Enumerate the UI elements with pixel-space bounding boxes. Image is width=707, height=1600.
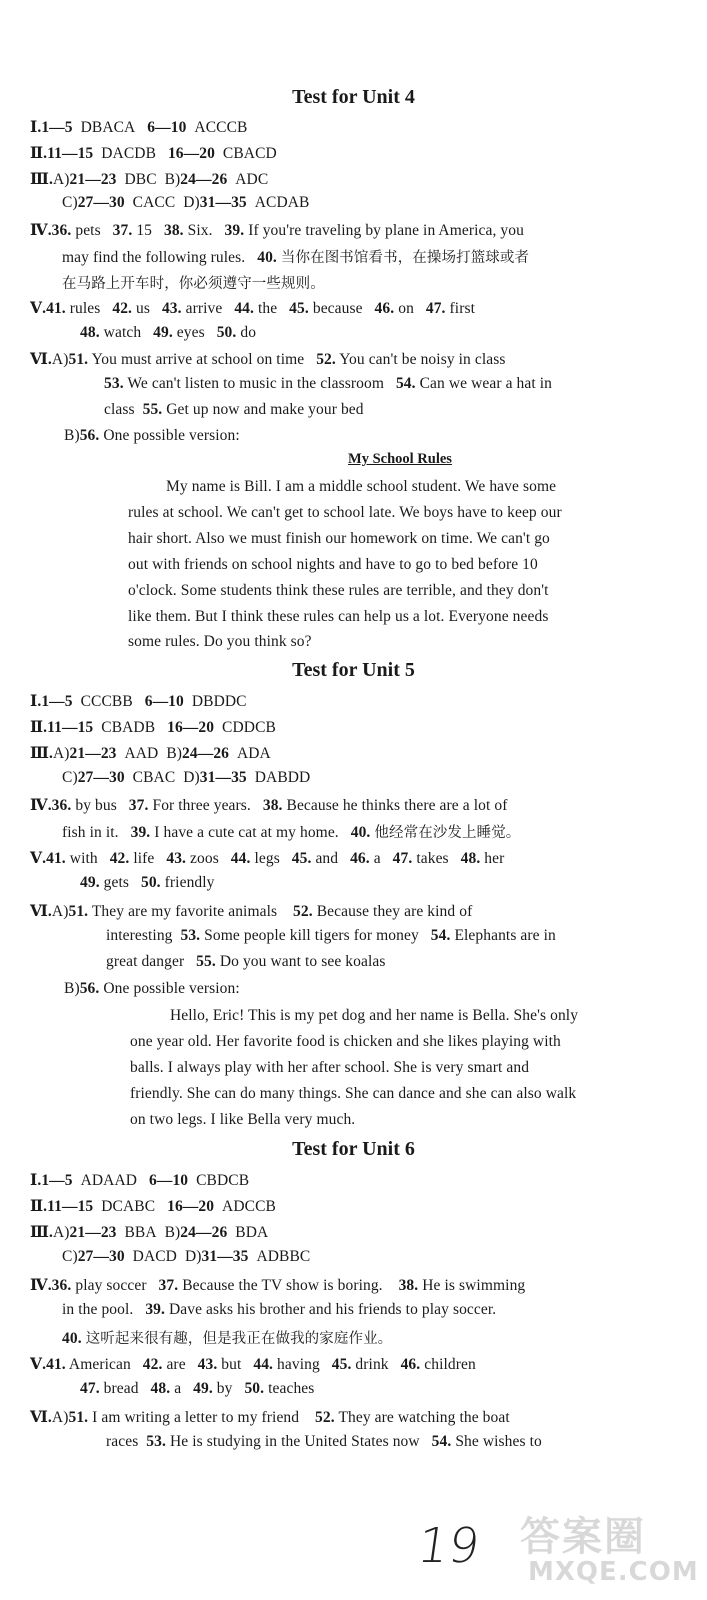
unit6-section-6-line2: races 53. He is studying in the United States now 54. She wishes to	[106, 1433, 542, 1450]
unit4-essay-line: rules at school. We can't get to school late. We boys have to keep our	[128, 504, 562, 521]
unit6-section-4-line3: 40. 这听起来很有趣，但是我正在做我的家庭作业。	[62, 1330, 393, 1347]
unit6-section-6-line1: Ⅵ.A)51. I am writing a letter to my friend 52. They are watching the boat	[30, 1409, 510, 1426]
unit5-essay-line: on two legs. I like Bella very much.	[130, 1111, 356, 1128]
unit6-section-5-line2: 47. bread 48. a 49. by 50. teaches	[80, 1380, 315, 1397]
unit4-section-5-line2: 48. watch 49. eyes 50. do	[80, 324, 257, 341]
unit4-essay-line: o'clock. Some students think these rules are terrible, and they don't	[128, 582, 549, 599]
unit4-section-6-line3: class 55. Get up now and make your bed	[104, 401, 364, 418]
unit5-essay-line: one year old. Her favorite food is chicken and she likes playing with	[130, 1033, 561, 1050]
unit4-section-4-line2: may find the following rules. 40. 当你在图书馆看书，在操场打篮球或者	[62, 249, 530, 266]
unit5-section-3b: C)27—30 CBAC D)31—35 DABDD	[62, 769, 311, 786]
unit5-section-2: Ⅱ.11—15 CBADB 16—20 CDDCB	[30, 719, 276, 736]
unit6-section-2: Ⅱ.11—15 DCABC 16—20 ADCCB	[30, 1198, 276, 1215]
unit4-section-6-line1: Ⅵ.A)51. You must arrive at school on time 52. You can't be noisy in class	[30, 351, 506, 368]
unit4-section-6b: B)56. One possible version:	[64, 427, 240, 444]
unit5-title: Test for Unit 5	[292, 659, 415, 681]
unit4-section-5-line1: Ⅴ.41. rules 42. us 43. arrive 44. the 45. because 46. on 47. first	[30, 300, 475, 317]
unit4-section-3b: C)27—30 CACC D)31—35 ACDAB	[62, 194, 310, 211]
watermark-text: 答案圈	[520, 1514, 646, 1560]
unit6-title: Test for Unit 6	[292, 1138, 415, 1160]
unit5-section-6-line1: Ⅵ.A)51. They are my favorite animals 52. Because they are kind of	[30, 903, 473, 920]
unit4-essay-title: My School Rules	[348, 451, 452, 467]
unit4-title: Test for Unit 4	[292, 86, 415, 108]
unit6-section-3b: C)27—30 DACD D)31—35 ADBBC	[62, 1248, 311, 1265]
unit6-section-4-line2: in the pool. 39. Dave asks his brother and his friends to play soccer.	[62, 1301, 497, 1318]
unit4-section-4-line1: Ⅳ.36. pets 37. 15 38. Six. 39. If you're traveling by plane in America, you	[30, 222, 524, 239]
watermark-logo	[520, 1505, 700, 1595]
unit5-essay-line: friendly. She can do many things. She can dance and she can also walk	[130, 1085, 577, 1102]
unit6-section-5-line1: Ⅴ.41. American 42. are 43. but 44. having 45. drink 46. children	[30, 1356, 476, 1373]
unit5-section-4-line1: Ⅳ.36. by bus 37. For three years. 38. Because he thinks there are a lot of	[30, 797, 508, 814]
unit5-section-6-line3: great danger 55. Do you want to see koalas	[106, 953, 386, 970]
watermark-url: MXQE.COM	[528, 1557, 699, 1587]
unit4-section-2: Ⅱ.11—15 DACDB 16—20 CBACD	[30, 145, 277, 162]
unit5-section-6b: B)56. One possible version:	[64, 980, 240, 997]
unit4-essay-line: My name is Bill. I am a middle school student. We have some	[166, 478, 557, 495]
unit5-section-3a: Ⅲ.A)21—23 AAD B)24—26 ADA	[30, 745, 271, 762]
unit5-essay-line: balls. I always play with her after school. She is very smart and	[130, 1059, 530, 1076]
unit5-section-6-line2: interesting 53. Some people kill tigers for money 54. Elephants are in	[106, 927, 556, 944]
unit4-essay-line: hair short. Also we must finish our homework on time. We can't go	[128, 530, 550, 547]
unit4-section-3a: Ⅲ.A)21—23 DBC B)24—26 ADC	[30, 171, 269, 188]
unit4-section-4-line3: 在马路上开车时，你必须遵守一些规则。	[62, 276, 325, 292]
unit5-section-1: Ⅰ.1—5 CCCBB 6—10 DBDDC	[30, 693, 247, 710]
unit5-essay-line: Hello, Eric! This is my pet dog and her name is Bella. She's only	[170, 1007, 579, 1024]
unit6-section-4-line1: Ⅳ.36. play soccer 37. Because the TV show is boring. 38. He is swimming	[30, 1277, 526, 1294]
unit4-section-1: Ⅰ.1—5 DBACA 6—10 ACCCB	[30, 119, 248, 136]
unit5-section-5-line1: Ⅴ.41. with 42. life 43. zoos 44. legs 45. and 46. a 47. takes 48. her	[30, 850, 505, 867]
unit5-section-5-line2: 49. gets 50. friendly	[80, 874, 215, 891]
page-number: 19	[414, 1518, 484, 1574]
unit4-section-6-line2: 53. We can't listen to music in the classroom 54. Can we wear a hat in	[104, 375, 553, 392]
unit4-essay-line: like them. But I think these rules can help us a lot. Everyone needs	[128, 608, 549, 625]
unit5-section-4-line2: fish in it. 39. I have a cute cat at my home. 40. 他经常在沙发上睡觉。	[62, 824, 521, 841]
unit4-essay-line: out with friends on school nights and have to go to bed before 10	[128, 556, 538, 573]
unit6-section-3a: Ⅲ.A)21—23 BBA B)24—26 BDA	[30, 1224, 269, 1241]
unit4-essay-line: some rules. Do you think so?	[128, 633, 312, 650]
unit6-section-1: Ⅰ.1—5 ADAAD 6—10 CBDCB	[30, 1172, 250, 1189]
